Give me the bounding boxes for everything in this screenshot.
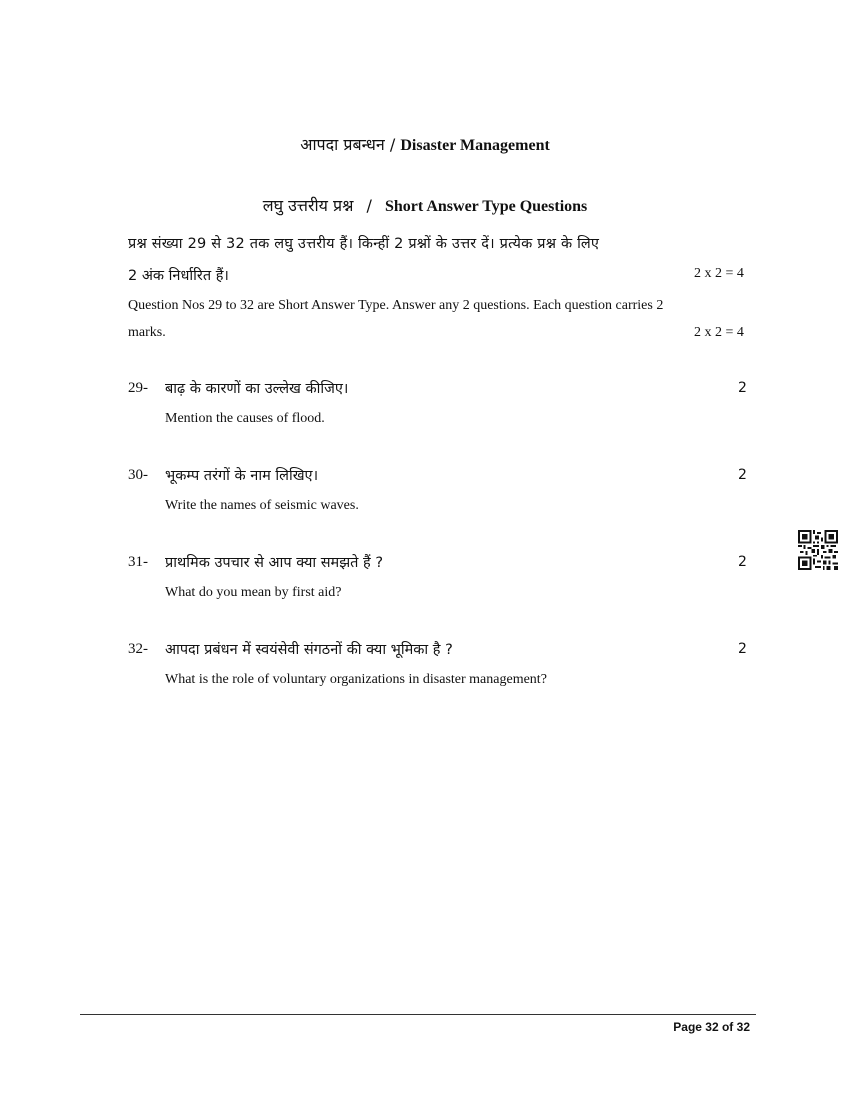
question-number: 30-: [128, 467, 148, 483]
instructions-english-marks: 2 x 2 = 4: [694, 325, 744, 340]
instructions-english-line2: marks.: [128, 325, 166, 340]
question-number: 32-: [128, 641, 148, 657]
question-marks: 2: [738, 467, 747, 483]
question-text-hindi: आपदा प्रबंधन में स्वयंसेवी संगठनों की क्या भूमिका है ?: [165, 642, 453, 658]
page-number: Page 32 of 32: [673, 1020, 750, 1034]
question-number: 31-: [128, 554, 148, 570]
section-title: [0, 194, 850, 216]
section-title-english: Short Answer Type Questions: [385, 198, 588, 215]
section-separator: /: [366, 196, 372, 215]
question-text-hindi: बाढ़ के कारणों का उल्लेख कीजिए।: [165, 381, 349, 397]
qr-code-icon: [798, 530, 838, 570]
title-english: Disaster Management: [400, 137, 550, 154]
question-number: 29-: [128, 380, 148, 396]
section-title-hindi: लघु उत्तरीय प्रश्न: [262, 196, 354, 215]
instructions-hindi-line2: 2 अंक निर्धारित हैं।: [128, 268, 229, 284]
instructions-hindi-line1: प्रश्न संख्या 29 से 32 तक लघु उत्तरीय हैं। किन्हीं 2 प्रश्नों के उत्तर दें। प्रत्येक प्रश्न के लिए: [128, 236, 600, 252]
question-text-english: Write the names of seismic waves.: [165, 498, 359, 513]
question-text-english: What is the role of voluntary organizations in disaster management?: [165, 672, 547, 687]
footer-divider: [80, 1014, 756, 1015]
question-marks: 2: [738, 641, 747, 657]
page-title: [0, 133, 850, 155]
instructions-hindi-marks: 2 x 2 = 4: [694, 266, 744, 281]
question-text-english: Mention the causes of flood.: [165, 411, 325, 426]
question-marks: 2: [738, 554, 747, 570]
question-text-hindi: भूकम्प तरंगों के नाम लिखिए।: [165, 468, 319, 484]
question-marks: 2: [738, 380, 747, 396]
question-text-hindi: प्राथमिक उपचार से आप क्या समझते हैं ?: [165, 555, 384, 571]
instructions-english-line1: Question Nos 29 to 32 are Short Answer Type. Answer any 2 questions. Each question carries 2: [128, 298, 664, 313]
title-separator: /: [389, 135, 396, 154]
question-text-english: What do you mean by first aid?: [165, 585, 342, 600]
title-hindi: आपदा प्रबन्धन: [300, 135, 385, 154]
